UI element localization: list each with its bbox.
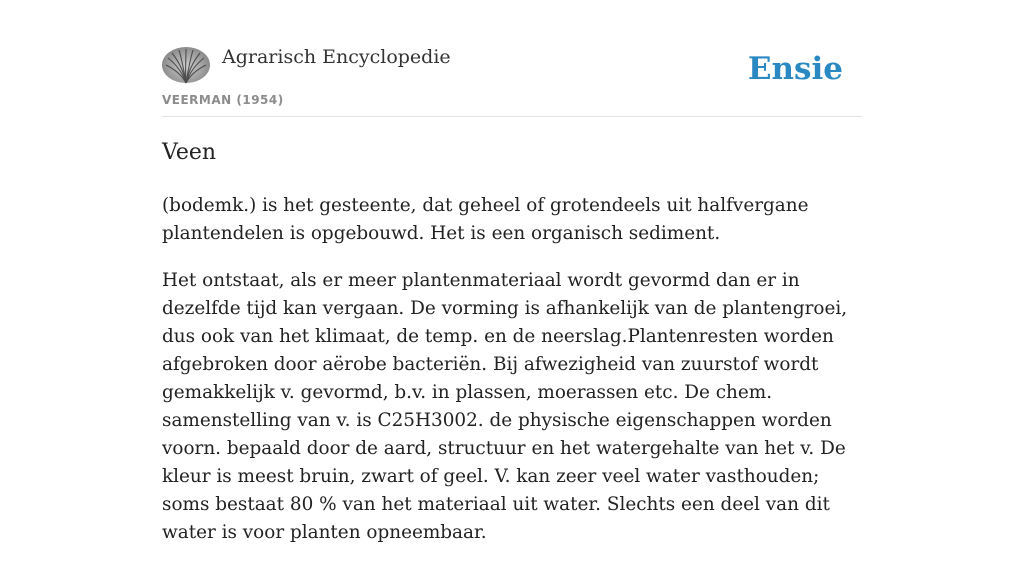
article-body bbox=[162, 192, 862, 566]
plant-illustration-logo-icon[interactable] bbox=[162, 47, 210, 83]
article-title: Veen bbox=[162, 140, 217, 165]
source-label: VEERMAN (1954) bbox=[162, 93, 284, 107]
article-paragraph: (bodemk.) is het gesteente, dat geheel of grotendeels uit halfvergane plantendelen is opgebouwd. Het is een organisch sediment. bbox=[162, 195, 809, 244]
logo-graphic bbox=[162, 47, 210, 83]
brand-logo[interactable]: Ensie bbox=[747, 51, 843, 87]
header bbox=[162, 46, 862, 117]
encyclopedia-name[interactable]: Agrarisch Encyclopedie bbox=[222, 46, 451, 68]
article-paragraph: Het ontstaat, als er meer plantenmateriaal wordt gevormd dan er in dezelfde tijd kan vergaan. De vorming is afhankelijk van de plantengroei, dus ook van het klimaat, de temp. en de neerslag.Plantenresten worden afgebroken door aërobe bacteriën. Bij afwezigheid van zuurstof wordt gemakkelijk v. gevormd, b.v. in plassen, moerassen etc. De chem. samenstelling van v. is C25H3002. de physische eigenschappen worden voorn. bepaald door de aard, structuur en het watergehalte van het v. De kleur is meest bruin, zwart of geel. V. kan zeer veel water vasthouden; soms bestaat 80 % van het materiaal uit water. Slechts een deel van dit water is voor planten opneembaar. bbox=[162, 270, 848, 543]
